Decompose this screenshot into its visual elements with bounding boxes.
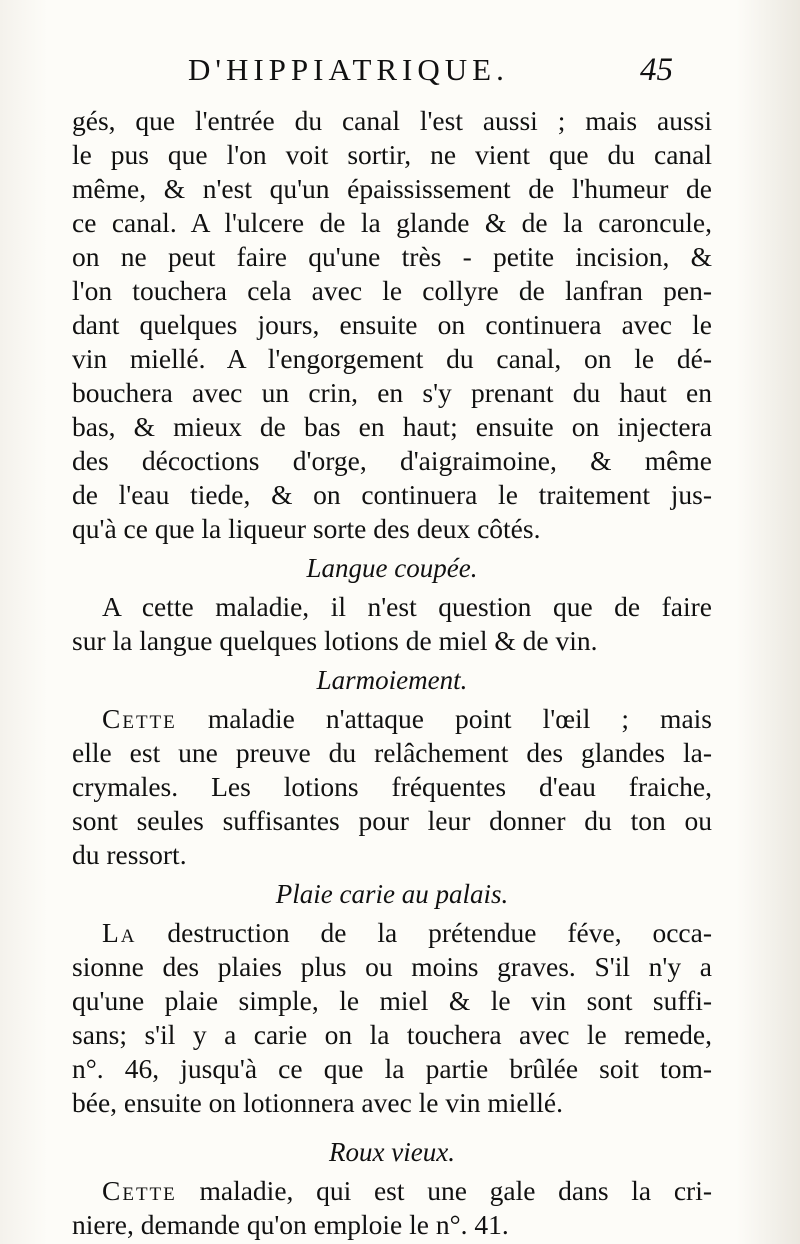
text-line: l'on touchera cela avec le collyre de lanfran pen-	[72, 275, 712, 306]
text-line: sur la langue quelques lotions de miel & de vin.	[72, 625, 598, 656]
text-line: A cette maladie, il n'est question que de faire	[102, 591, 712, 622]
text-line: qu'une plaie simple, le miel & le vin sont suffi-	[72, 985, 712, 1016]
section-heading-plaie-carie: Plaie carie au palais.	[275, 879, 509, 909]
text-line	[72, 916, 712, 950]
page-body	[72, 104, 712, 1242]
section-roux-vieux	[72, 1174, 712, 1242]
text-line: ce canal. A l'ulcere de la glande & de la caroncule,	[72, 207, 712, 238]
text-line: le pus que l'on voit sortir, ne vient que du canal	[72, 139, 712, 170]
spacer	[72, 1120, 712, 1130]
text-line: crymales. Les lotions fréquentes d'eau fraiche,	[72, 771, 712, 802]
text-line	[72, 702, 712, 736]
section-heading-roux-vieux: Roux vieux.	[329, 1137, 455, 1167]
running-head	[0, 52, 800, 102]
paragraph-continuation	[72, 104, 712, 546]
text-line: n°. 46, jusqu'à ce que la partie brûlée soit tom-	[72, 1053, 712, 1084]
text-line: bée, ensuite on lotionnera avec le vin miellé.	[72, 1087, 563, 1118]
text-line: des décoctions d'orge, d'aigraimoine, & même	[72, 445, 712, 476]
text-fragment: maladie n'attaque point l'œil ; mais	[176, 703, 712, 734]
text-line: sont seules suffisantes pour leur donner du ton ou	[72, 805, 712, 836]
drop-word: Cette	[102, 1175, 177, 1206]
text-line: même, & n'est qu'un épaississement de l'humeur de	[72, 173, 712, 204]
drop-word: Cette	[102, 703, 177, 734]
section-heading-larmoiement: Larmoiement.	[316, 665, 468, 695]
text-line: du ressort.	[72, 839, 187, 870]
section-larmoiement	[72, 702, 712, 872]
text-line: elle est une preuve du relâchement des glandes la-	[72, 737, 712, 768]
page-number: 45	[640, 52, 673, 88]
text-line: bas, & mieux de bas en haut; ensuite on injectera	[72, 411, 712, 442]
text-line: dant quelques jours, ensuite on continuera avec le	[72, 309, 712, 340]
section-heading-langue-coupee: Langue coupée.	[306, 553, 478, 583]
section-plaie-carie	[72, 916, 712, 1120]
text-fragment: destruction de la prétendue féve, occa-	[136, 917, 712, 948]
text-line: gés, que l'entrée du canal l'est aussi ; mais aussi	[72, 105, 712, 136]
text-fragment: maladie, qui est une gale dans la cri-	[176, 1175, 712, 1206]
text-line: qu'à ce que la liqueur sorte des deux côtés.	[72, 513, 541, 544]
section-langue-coupee	[72, 590, 712, 658]
text-line: vin miellé. A l'engorgement du canal, on le dé-	[72, 343, 712, 374]
text-line: de l'eau tiede, & on continuera le traitement jus-	[72, 479, 712, 510]
text-line: sionne des plaies plus ou moins graves. S'il n'y a	[72, 951, 712, 982]
text-line: bouchera avec un crin, en s'y prenant du haut en	[72, 377, 712, 408]
text-line	[72, 1174, 712, 1208]
text-line: niere, demande qu'on emploie le n°. 41.	[72, 1209, 509, 1240]
running-title: D'HIPPIATRIQUE.	[188, 52, 509, 87]
text-line: on ne peut faire qu'une très - petite incision, &	[72, 241, 712, 272]
drop-word: La	[102, 917, 137, 948]
text-line: sans; s'il y a carie on la touchera avec le remede,	[72, 1019, 712, 1050]
